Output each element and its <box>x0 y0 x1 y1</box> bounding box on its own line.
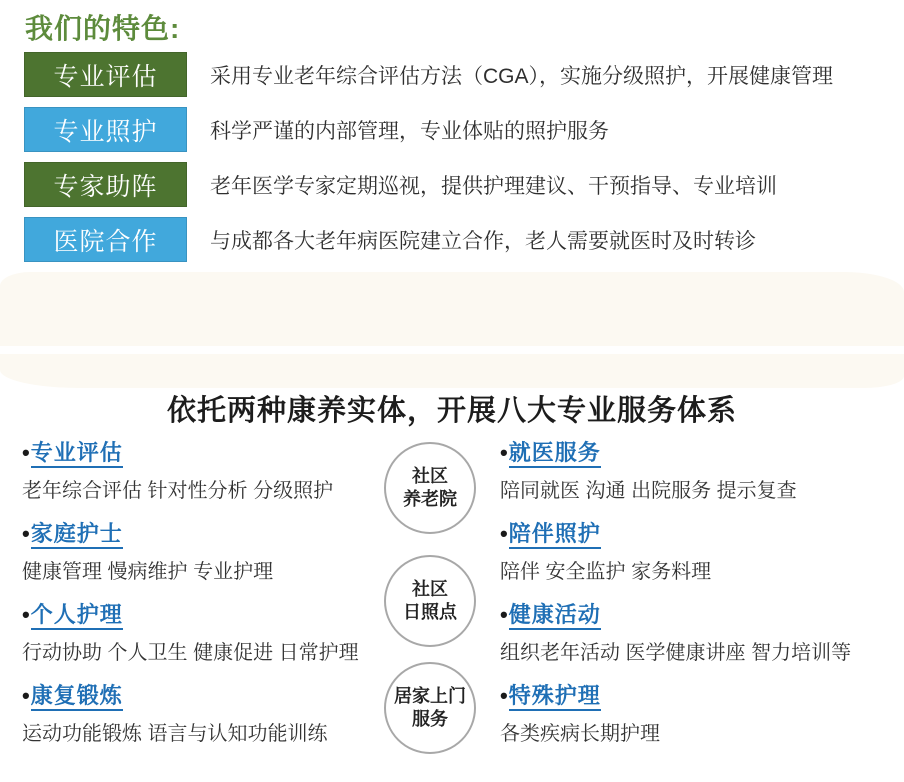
service-item <box>22 522 382 584</box>
service-link-rehab-exercise[interactable]: 康复锻炼 <box>31 683 123 711</box>
services-column-left <box>22 441 382 765</box>
service-link-professional-assessment[interactable]: 专业评估 <box>31 440 123 468</box>
entity-line: 社区 <box>412 578 448 599</box>
service-item <box>500 684 904 746</box>
service-name-line <box>22 684 382 708</box>
service-description: 健康管理 慢病维护 专业护理 <box>22 561 274 583</box>
service-link-special-nursing[interactable]: 特殊护理 <box>509 683 601 711</box>
feature-label-badge: 专业照护 <box>24 107 187 152</box>
service-description: 老年综合评估 针对性分析 分级照护 <box>22 480 334 502</box>
entity-line: 社区 <box>412 465 448 486</box>
service-name-line <box>22 522 382 546</box>
bullet-icon: • <box>22 440 30 465</box>
services-column-right <box>500 441 904 765</box>
entity-circle-community-daycare <box>384 555 476 647</box>
service-link-personal-care[interactable]: 个人护理 <box>31 602 123 630</box>
service-item <box>22 441 382 503</box>
service-name-line <box>500 522 904 546</box>
service-name-line <box>500 441 904 465</box>
entity-line: 居家上门 <box>394 685 466 706</box>
entity-line: 日照点 <box>403 602 457 622</box>
service-item <box>22 684 382 746</box>
service-description: 各类疾病长期护理 <box>500 723 660 745</box>
entity-circle-home-visit-service <box>384 662 476 754</box>
service-description: 陪同就医 沟通 出院服务 提示复查 <box>500 480 797 502</box>
service-name-line <box>500 603 904 627</box>
service-description: 陪伴 安全监护 家务料理 <box>500 561 712 583</box>
service-description: 运动功能锻炼 语言与认知功能训练 <box>22 723 328 745</box>
bullet-icon: • <box>22 683 30 708</box>
entity-circle-community-nursing-home <box>384 442 476 534</box>
feature-description: 科学严谨的内部管理，专业体贴的照护服务 <box>210 119 609 143</box>
bullet-icon: • <box>500 602 508 627</box>
feature-description: 与成都各大老年病医院建立合作，老人需要就医时及时转诊 <box>210 229 756 253</box>
services-section-title: 依托两种康养实体，开展八大专业服务体系 <box>166 395 737 427</box>
service-name-line <box>500 684 904 708</box>
entity-line: 服务 <box>412 709 448 729</box>
service-link-medical-visit[interactable]: 就医服务 <box>509 440 601 468</box>
service-link-health-activities[interactable]: 健康活动 <box>509 602 601 630</box>
bullet-icon: • <box>22 521 30 546</box>
features-section-title: 我们的特色: <box>25 13 181 44</box>
service-item <box>22 603 382 665</box>
feature-row <box>24 217 833 262</box>
service-item <box>500 603 904 665</box>
background-band-top <box>0 272 904 346</box>
feature-row <box>24 162 833 207</box>
service-item <box>500 522 904 584</box>
service-description: 组织老年活动 医学健康讲座 智力培训等 <box>500 642 852 664</box>
service-name-line <box>22 441 382 465</box>
feature-label-badge: 专业评估 <box>24 52 187 97</box>
entity-line: 养老院 <box>403 489 457 509</box>
feature-rows <box>24 52 833 272</box>
feature-row <box>24 107 833 152</box>
service-link-companion-care[interactable]: 陪伴照护 <box>509 521 601 549</box>
feature-label-badge: 专家助阵 <box>24 162 187 207</box>
bullet-icon: • <box>22 602 30 627</box>
service-name-line <box>22 603 382 627</box>
bullet-icon: • <box>500 521 508 546</box>
service-link-family-nurse[interactable]: 家庭护士 <box>31 521 123 549</box>
feature-description: 采用专业老年综合评估方法（CGA），实施分级照护，开展健康管理 <box>210 64 834 88</box>
bullet-icon: • <box>500 683 508 708</box>
service-description: 行动协助 个人卫生 健康促进 日常护理 <box>22 642 359 664</box>
feature-label-badge: 医院合作 <box>24 217 187 262</box>
feature-row <box>24 52 833 97</box>
feature-description: 老年医学专家定期巡视，提供护理建议、干预指导、专业培训 <box>210 174 777 198</box>
bullet-icon: • <box>500 440 508 465</box>
background-band-bottom <box>0 354 904 388</box>
service-item <box>500 441 904 503</box>
